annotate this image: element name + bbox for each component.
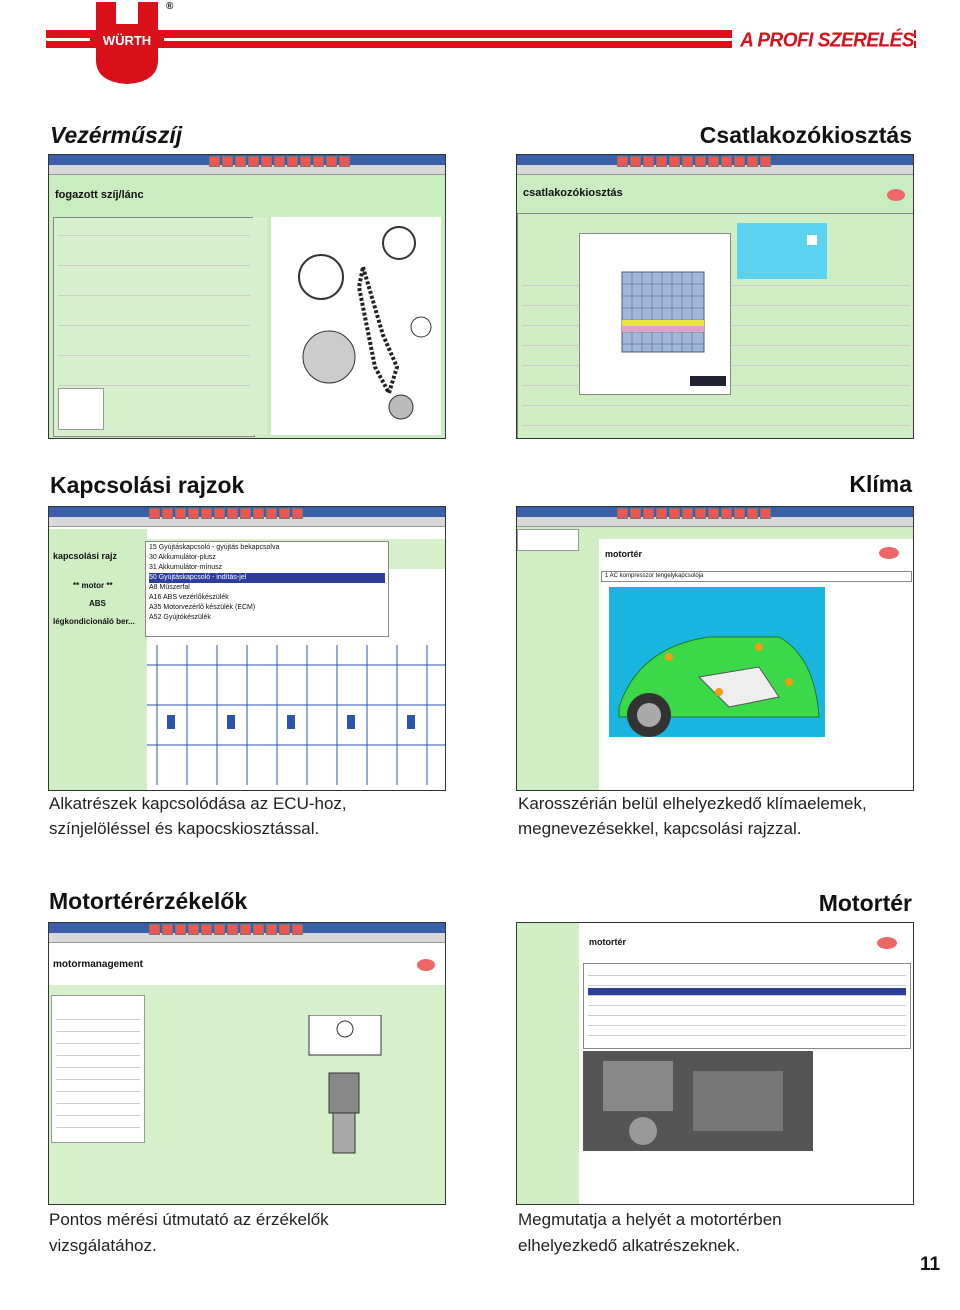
title-timing-belt: Vezérműszíj <box>50 122 183 148</box>
brand-text: WÜRTH <box>102 33 152 48</box>
caption-wiring-1: Alkatrészek kapcsolódása az ECU-hoz, <box>49 794 347 813</box>
title-climate: Klíma <box>849 471 912 497</box>
list-item[interactable]: A8 Műszerfal <box>149 584 190 591</box>
title-engine-bay: Motortér <box>818 890 912 916</box>
screenshot-connector <box>516 154 914 439</box>
screen-heading: motormanagement <box>53 959 144 970</box>
sensor-diagram <box>299 1015 389 1165</box>
list-item[interactable]: 15 Gyújtáskapcsoló - gyújtás bekapcsolva <box>149 544 280 551</box>
list-item[interactable]: A16 ABS vezérlőkészülék <box>149 594 229 601</box>
caption-sensors-2: vizsgálatához. <box>49 1236 157 1255</box>
car-diagram <box>609 587 825 737</box>
caption-wiring-2: színjelöléssel és kapocskiosztással. <box>49 819 320 838</box>
caption-climate-1: Karosszérián belül elhelyezkedő klímaelemek, <box>518 794 867 813</box>
list-item[interactable]: A52 Gyújtókészülék <box>149 614 211 621</box>
list-item[interactable]: 30 Akkumulátor-plusz <box>149 554 216 561</box>
caption-sensors-1: Pontos mérési útmutató az érzékelők <box>49 1210 329 1229</box>
screen-heading: motortér <box>589 937 627 947</box>
caption-climate-2: megnevezésekkel, kapcsolási rajzzal. <box>518 819 802 838</box>
side-item: ** motor ** <box>73 581 113 590</box>
caption-engine-bay-2: elhelyezkedő alkatrészeknek. <box>518 1236 741 1255</box>
slogan: A PROFI SZERELÉS <box>732 27 914 53</box>
list-item[interactable]: A35 Motorvezérlő készülék (ECM) <box>149 604 256 611</box>
screen-heading: csatlakozókiosztás <box>523 187 623 199</box>
screenshot-climate <box>516 506 914 791</box>
page-number: 11 <box>920 1254 941 1275</box>
screen-heading: fogazott szíj/lánc <box>55 189 144 201</box>
title-connector: Csatlakozókiosztás <box>699 122 912 148</box>
screenshot-timing-belt <box>48 154 446 439</box>
side-item: légkondicionáló ber... <box>53 617 135 626</box>
registered-mark: ® <box>166 1 174 12</box>
screenshot-wiring <box>48 506 446 791</box>
wurth-logo <box>90 2 164 84</box>
component-list[interactable] <box>145 541 389 637</box>
title-sensors: Motortérérzékelők <box>49 888 248 914</box>
wiring-diagram <box>147 635 445 790</box>
list-item[interactable]: 50 Gyújtáskapcsoló - indítás-jel <box>149 573 385 583</box>
connector-popup <box>579 233 731 395</box>
screen-heading: motortér <box>605 549 643 559</box>
component-dropdown[interactable]: 1 AC kompresszor tengelykapcsolója <box>601 571 912 582</box>
title-wiring: Kapcsolási rajzok <box>50 472 245 498</box>
screenshot-sensors <box>48 922 446 1205</box>
screenshot-engine-bay <box>516 922 914 1205</box>
timing-belt-diagram <box>271 217 441 435</box>
caption-engine-bay-1: Megmutatja a helyét a motortérben <box>518 1210 782 1229</box>
engine-diagram <box>583 1051 813 1151</box>
list-item[interactable]: 31 Akkumulátor-mínusz <box>149 564 223 571</box>
side-item: ABS <box>89 599 106 608</box>
screen-heading: kapcsolási rajz <box>53 551 118 561</box>
